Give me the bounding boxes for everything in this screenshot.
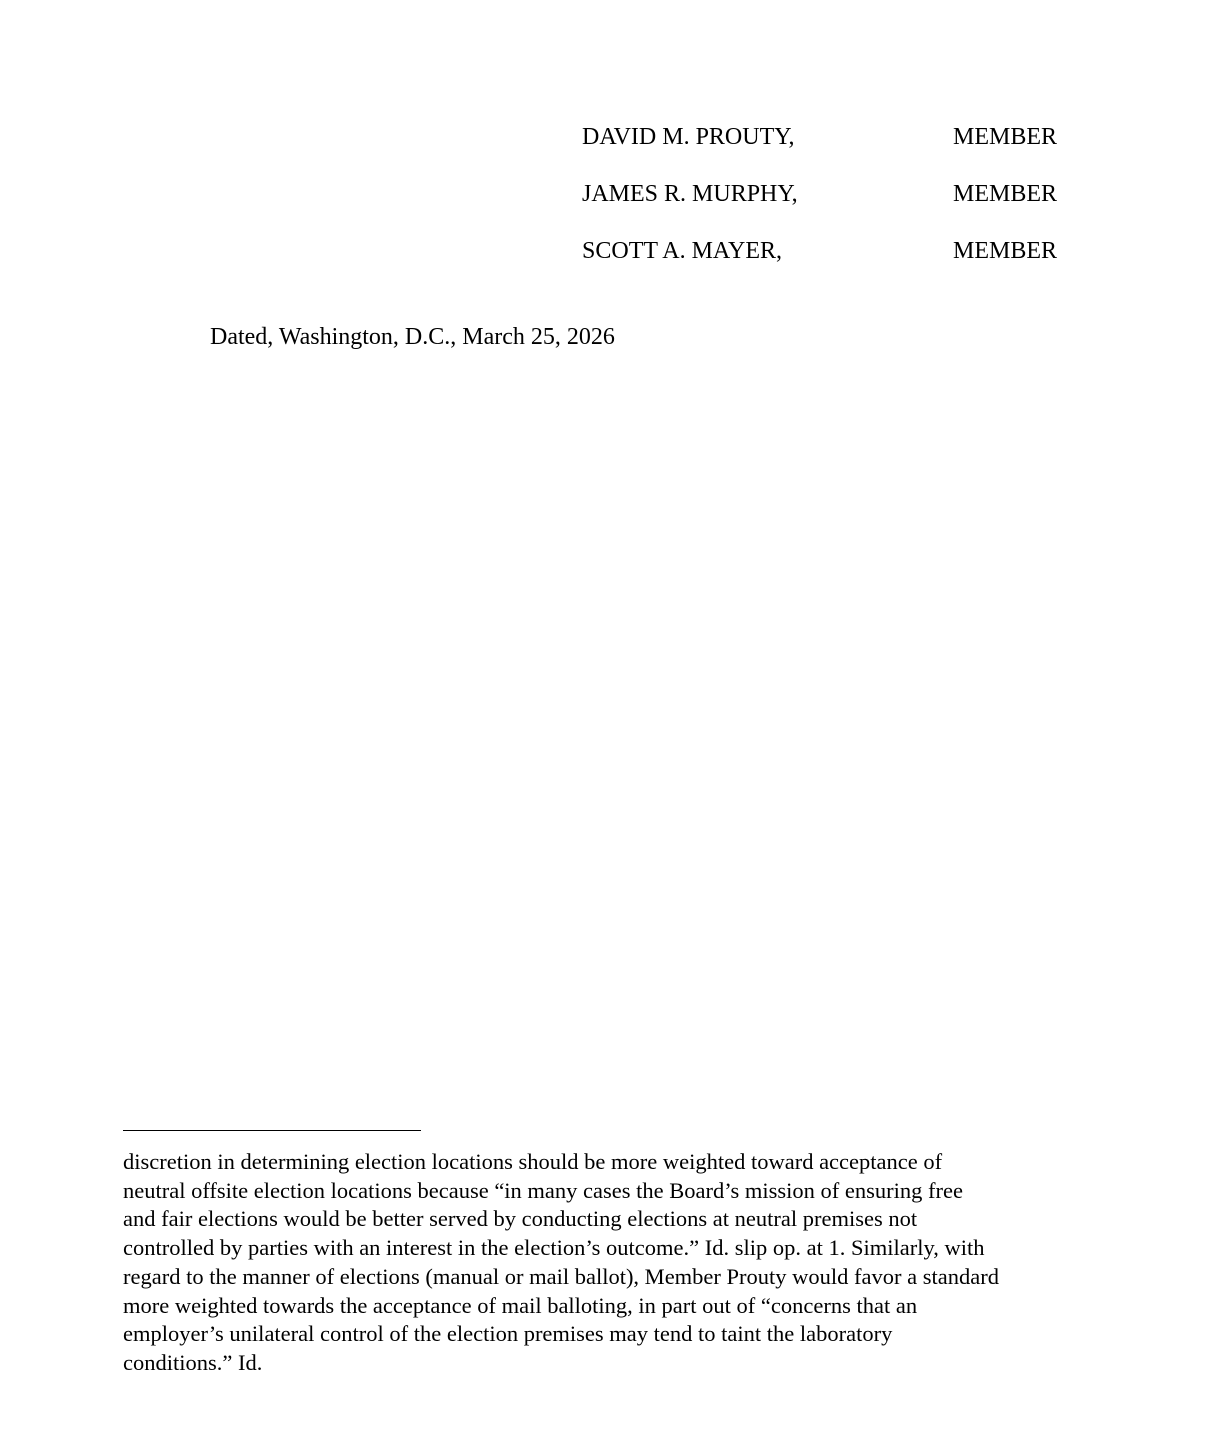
dated-line: Dated, Washington, D.C., March 25, 2026 [210,324,615,350]
footnote-line: discretion in determining election locations should be more weighted toward acceptance of [123,1149,943,1174]
footnote-line: neutral offsite election locations because “in many cases the Board’s mission of ensuring free [123,1177,963,1203]
footnote-line: controlled by parties with an interest in the election’s outcome.” Id. slip op. at 1. Similarly, with [123,1235,985,1261]
member-name: SCOTT A. MAYER, [582,238,783,264]
signature-block [582,118,1102,289]
footnote-line: and fair elections would be better served by conducting elections at neutral premises not [123,1206,918,1232]
member-name: JAMES R. MURPHY, [582,181,798,207]
footnote-line: employer’s unilateral control of the election premises may tend to taint the laboratory [123,1321,893,1347]
member-title: MEMBER [953,124,1058,150]
member-name: DAVID M. PROUTY, [582,124,795,150]
member-title: MEMBER [953,181,1058,207]
footnote-line: regard to the manner of elections (manual or mail ballot), Member Prouty would favor a standard [123,1263,999,1289]
footnote-line: conditions.” Id. [123,1349,263,1375]
footnote-text [123,1148,1098,1378]
member-title: MEMBER [953,238,1058,264]
footnote-divider [123,1130,421,1131]
footnote-line: more weighted towards the acceptance of mail balloting, in part out of “concerns that an [123,1292,918,1318]
signature-row-murphy [582,175,1102,232]
signature-row-prouty [582,118,1102,175]
signature-row-mayer [582,232,1102,289]
